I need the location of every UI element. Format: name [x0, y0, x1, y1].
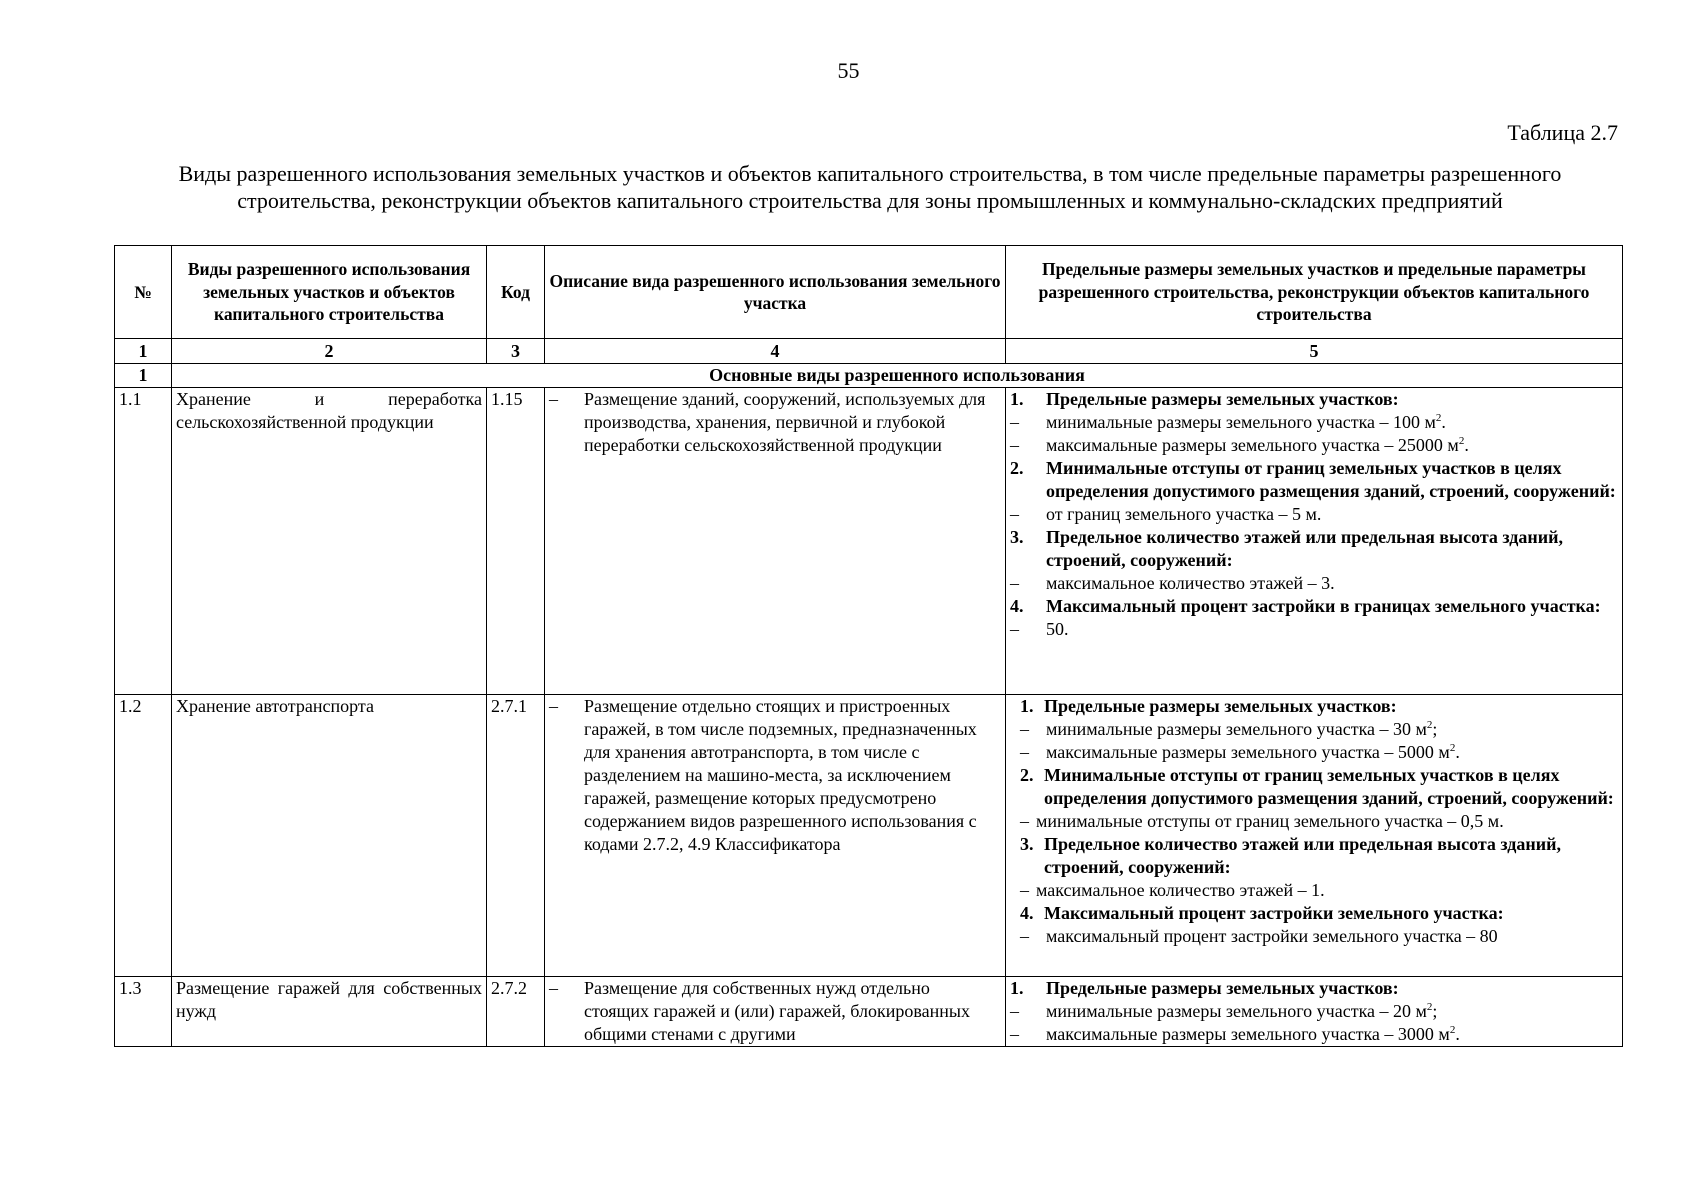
header-params: Предельные размеры земельных участков и предельные параметры разрешенного строительства, реконструкции объектов капитального строительства: [1006, 246, 1623, 339]
params-item: – максимальные размеры земельного участка – 5000 $м^2$.: [1020, 742, 1460, 762]
row-name: Размещение гаражей для собственных нужд: [172, 977, 487, 1047]
row-params: [1006, 388, 1623, 695]
section-row: [115, 364, 1623, 388]
table-caption: Виды разрешенного использования земельных участков и объектов капитального строительства, в том числе предельные параметры разрешенного строительства, реконструкции объектов капитального строительства для зоны промышленных и коммунально-складских предприятий: [178, 161, 1562, 213]
params-heading: 2. Минимальные отступы от границ земельных участков в целях определения допустимого размещения зданий, строений, сооружений:: [1020, 765, 1614, 808]
params-item: – максимальное количество этажей – 3.: [1010, 573, 1335, 593]
row-name: Хранение автотранспорта: [172, 695, 487, 977]
params-heading: 4. Максимальный процент застройки в границах земельного участка:: [1010, 596, 1601, 616]
row-code: 1.15: [487, 388, 545, 695]
params-item: – максимальный процент застройки земельного участка – 80: [1020, 926, 1498, 946]
table-row: [115, 695, 1623, 977]
header-name: Виды разрешенного использования земельных участков и объектов капитального строительства: [172, 246, 487, 339]
params-item: – от границ земельного участка – 5 м.: [1010, 504, 1322, 524]
params-heading: 1. Предельные размеры земельных участков:: [1010, 978, 1399, 998]
row-description: [545, 695, 1006, 977]
header-code: Код: [487, 246, 545, 339]
dash-marker: –: [549, 389, 558, 409]
params-item: – минимальные размеры земельного участка – 30 $м^2$;: [1020, 719, 1438, 739]
row-description: [545, 388, 1006, 695]
row-number: 1.3: [115, 977, 172, 1047]
table-row: [115, 977, 1623, 1047]
params-item: – максимальные размеры земельного участка – 25000 $м^2$.: [1010, 435, 1469, 455]
params-list: [1010, 977, 1618, 1046]
row-params: [1006, 977, 1623, 1047]
params-heading: 1. Предельные размеры земельных участков:: [1010, 389, 1399, 409]
header-no: №: [115, 246, 172, 339]
section-title: Основные виды разрешенного использования: [172, 364, 1623, 388]
row-description: [545, 977, 1006, 1047]
column-number: 3: [487, 339, 545, 364]
description-text: Размещение отдельно стоящих и пристроенных гаражей, в том числе подземных, предназначенных для хранения автотранспорта, в том числе с разделением на машино-места, за исключением гаражей, размещение которых предусмотрено содержанием видов разрешенного использования с кодами 2.7.2, 4.9 Классификатора: [584, 696, 977, 854]
table-row: [115, 388, 1623, 695]
column-number: 2: [172, 339, 487, 364]
row-number: 1.1: [115, 388, 172, 695]
description-text: Размещение зданий, сооружений, используемых для производства, хранения, первичной и глубокой переработки сельскохозяйственной продукции: [584, 389, 986, 455]
table-label: Таблица 2.7: [1507, 120, 1618, 145]
description-text: Размещение для собственных нужд отдельно стоящих гаражей и (или) гаражей, блокированных общими стенами с другими: [584, 978, 970, 1044]
column-number: 5: [1006, 339, 1623, 364]
column-number: 1: [115, 339, 172, 364]
params-list: [1010, 695, 1618, 948]
params-heading: 1. Предельные размеры земельных участков:: [1020, 696, 1397, 716]
params-item: – минимальные отступы от границ земельного участка – 0,5 м.: [1020, 811, 1504, 831]
dash-marker: –: [549, 978, 558, 998]
row-code: 2.7.1: [487, 695, 545, 977]
row-number: 1.2: [115, 695, 172, 977]
params-heading: 3. Предельное количество этажей или предельная высота зданий, строений, сооружений:: [1020, 834, 1562, 877]
row-name: Хранение и переработка сельскохозяйственной продукции: [172, 388, 487, 695]
params-item: – минимальные размеры земельного участка – 20 $м^2$;: [1010, 1001, 1438, 1021]
column-number: 4: [545, 339, 1006, 364]
section-number: 1: [115, 364, 172, 388]
params-item: – 50.: [1010, 619, 1069, 639]
row-code: 2.7.2: [487, 977, 545, 1047]
header-row: [115, 246, 1623, 339]
params-item: – максимальное количество этажей – 1.: [1020, 880, 1325, 900]
params-item: – максимальные размеры земельного участка – 3000 $м^2$.: [1010, 1024, 1460, 1044]
params-item: – минимальные размеры земельного участка – 100 $м^2$.: [1010, 412, 1446, 432]
row-params: [1006, 695, 1623, 977]
params-heading: 3. Предельное количество этажей или предельная высота зданий, строений, сооружений:: [1010, 527, 1564, 570]
zoning-table: [114, 245, 1623, 1047]
page-number: 55: [837, 58, 860, 83]
params-heading: 4. Максимальный процент застройки земельного участка:: [1020, 903, 1504, 923]
header-description: Описание вида разрешенного использования земельного участка: [545, 246, 1006, 339]
column-number-row: [115, 339, 1623, 364]
params-heading: 2. Минимальные отступы от границ земельных участков в целях определения допустимого размещения зданий, строений, сооружений:: [1010, 458, 1616, 501]
params-list: [1010, 388, 1618, 641]
dash-marker: –: [549, 696, 558, 716]
